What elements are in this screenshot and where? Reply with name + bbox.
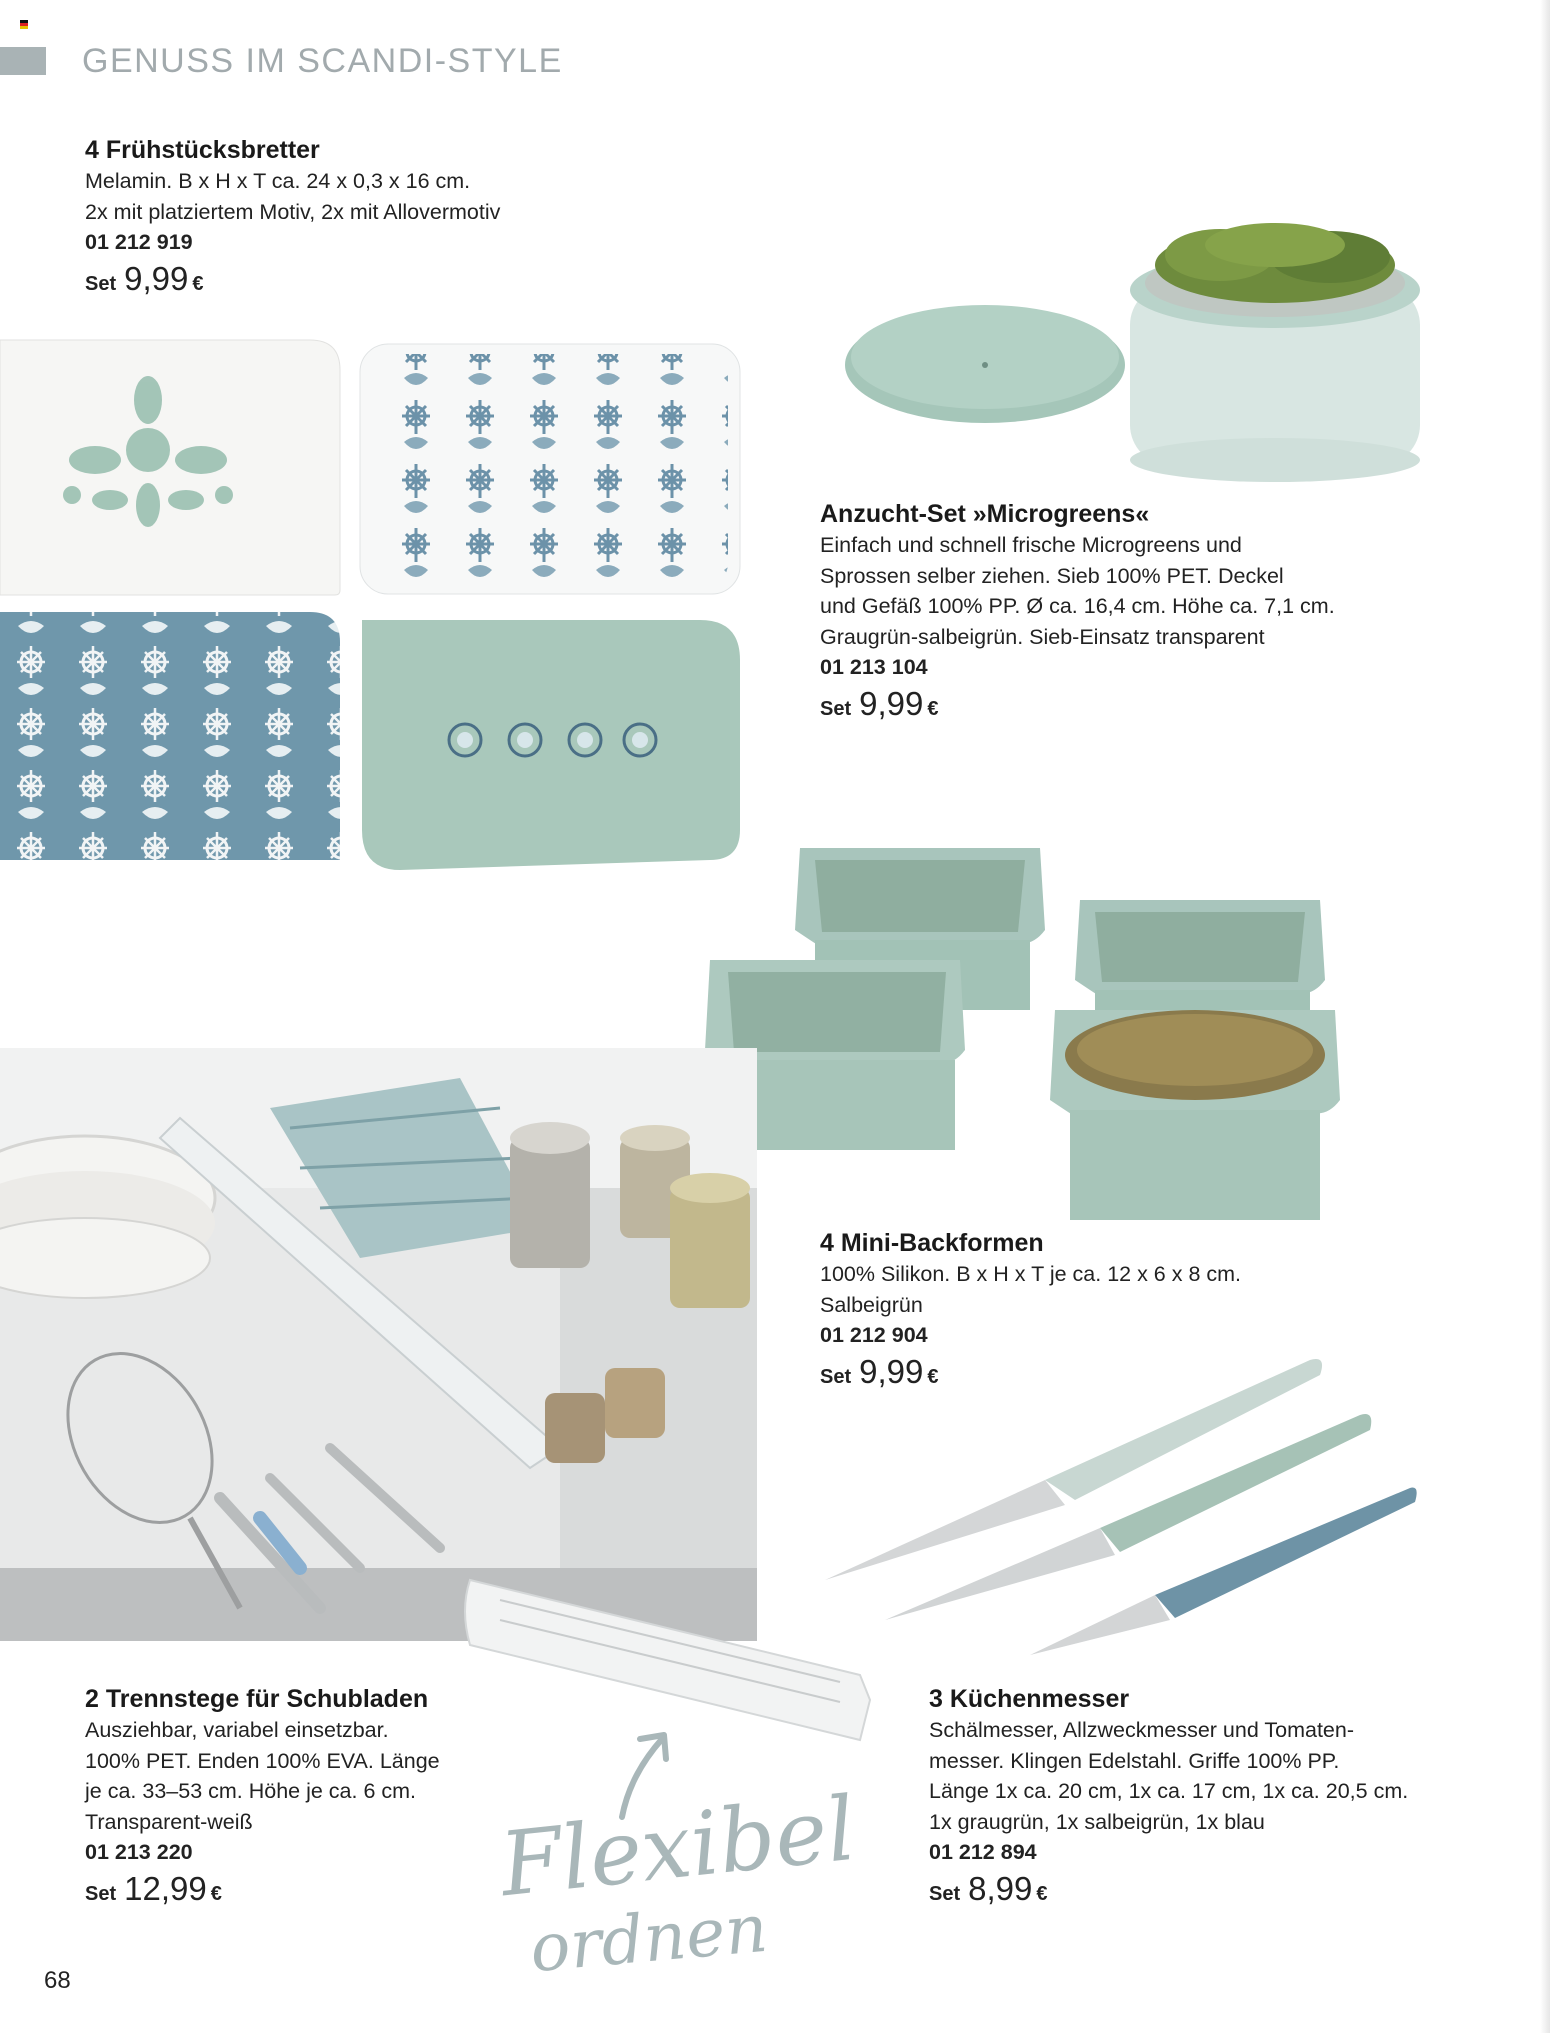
price-amount: 8,99 <box>968 1869 1033 1907</box>
price-prefix: Set <box>85 272 117 295</box>
article-number: 01 213 104 <box>820 655 928 679</box>
product-description-line: Einfach und schnell frische Microgreens und <box>820 533 1242 557</box>
breakfast-boards-image <box>0 330 750 890</box>
currency: € <box>927 1365 939 1388</box>
currency: € <box>927 697 939 720</box>
currency: € <box>192 272 204 295</box>
script-heading-line2: ordnen <box>527 1889 771 1988</box>
header-accent-bar <box>0 47 46 75</box>
price-prefix: Set <box>820 1365 852 1388</box>
article-number: 01 212 919 <box>85 230 193 254</box>
product-name: 4 Frühstücksbretter <box>85 136 320 164</box>
product-name: 3 Küchenmesser <box>929 1685 1130 1713</box>
currency: € <box>1036 1882 1048 1905</box>
page-number: 68 <box>44 1967 71 1994</box>
mini-baking-forms-image <box>700 840 1350 1240</box>
price-prefix: Set <box>929 1882 961 1905</box>
script-heading-line1: Flexibel <box>495 1776 861 1917</box>
product-description-line: Schälmesser, Allzweckmesser und Tomaten- <box>929 1718 1355 1742</box>
price-prefix: Set <box>820 697 852 720</box>
product-description-line: Länge 1x ca. 20 cm, 1x ca. 17 cm, 1x ca. 20,5 cm. <box>929 1779 1409 1803</box>
price <box>85 1869 440 1910</box>
product-name: 2 Trennstege für Schubladen <box>85 1685 429 1713</box>
product-description-line: Melamin. B x H x T ca. 24 x 0,3 x 16 cm. <box>85 169 471 193</box>
product-description-line: Salbeigrün <box>820 1292 923 1317</box>
price-amount: 9,99 <box>859 1352 924 1390</box>
price <box>85 259 500 300</box>
article-number: 01 212 904 <box>820 1323 928 1347</box>
product-breakfast-boards <box>85 134 500 299</box>
product-description-line: 1x graugrün, 1x salbeigrün, 1x blau <box>929 1809 1265 1834</box>
price <box>929 1869 1408 1910</box>
page-edge <box>1540 0 1550 2033</box>
product-description-line: Sprossen selber ziehen. Sieb 100% PET. Deckel <box>820 563 1284 588</box>
article-number: 01 212 894 <box>929 1840 1037 1864</box>
product-description-line: 100% PET. Enden 100% EVA. Länge <box>85 1748 440 1773</box>
microgreens-set-image <box>840 225 1430 480</box>
product-kitchen-knives <box>929 1683 1408 1909</box>
product-mini-baking-forms <box>820 1227 1241 1392</box>
product-description-line: Ausziehbar, variabel einsetzbar. <box>85 1718 389 1742</box>
currency: € <box>210 1882 222 1905</box>
product-description-line: messer. Klingen Edelstahl. Griffe 100% PP. <box>929 1748 1340 1773</box>
knives-image <box>815 1350 1425 1660</box>
product-description-line: 2x mit platziertem Motiv, 2x mit Allovermotiv <box>85 199 501 224</box>
price-prefix: Set <box>85 1882 117 1905</box>
drawer-organizer-image <box>0 1048 757 1641</box>
product-description-line: und Gefäß 100% PP. Ø ca. 16,4 cm. Höhe ca. 7,1 cm. <box>820 594 1335 618</box>
flag-icon <box>20 20 28 29</box>
product-description-line: je ca. 33–53 cm. Höhe je ca. 6 cm. <box>85 1779 417 1803</box>
product-name: 4 Mini-Backformen <box>820 1229 1044 1257</box>
product-description-line: 100% Silikon. B x H x T je ca. 12 x 6 x 8 cm. <box>820 1262 1242 1286</box>
product-microgreens <box>820 498 1335 724</box>
price <box>820 1352 1241 1393</box>
price-amount: 12,99 <box>124 1869 207 1907</box>
price-amount: 9,99 <box>124 259 189 297</box>
product-name: Anzucht-Set »Microgreens« <box>820 500 1150 528</box>
product-description-line: Graugrün-salbeigrün. Sieb-Einsatz transparent <box>820 624 1265 649</box>
price <box>820 684 1335 725</box>
price-amount: 9,99 <box>859 684 924 722</box>
page-title: GENUSS IM SCANDI-STYLE <box>82 42 563 80</box>
product-description-line: Transparent-weiß <box>85 1809 253 1834</box>
product-drawer-dividers <box>85 1683 440 1909</box>
article-number: 01 213 220 <box>85 1840 193 1864</box>
